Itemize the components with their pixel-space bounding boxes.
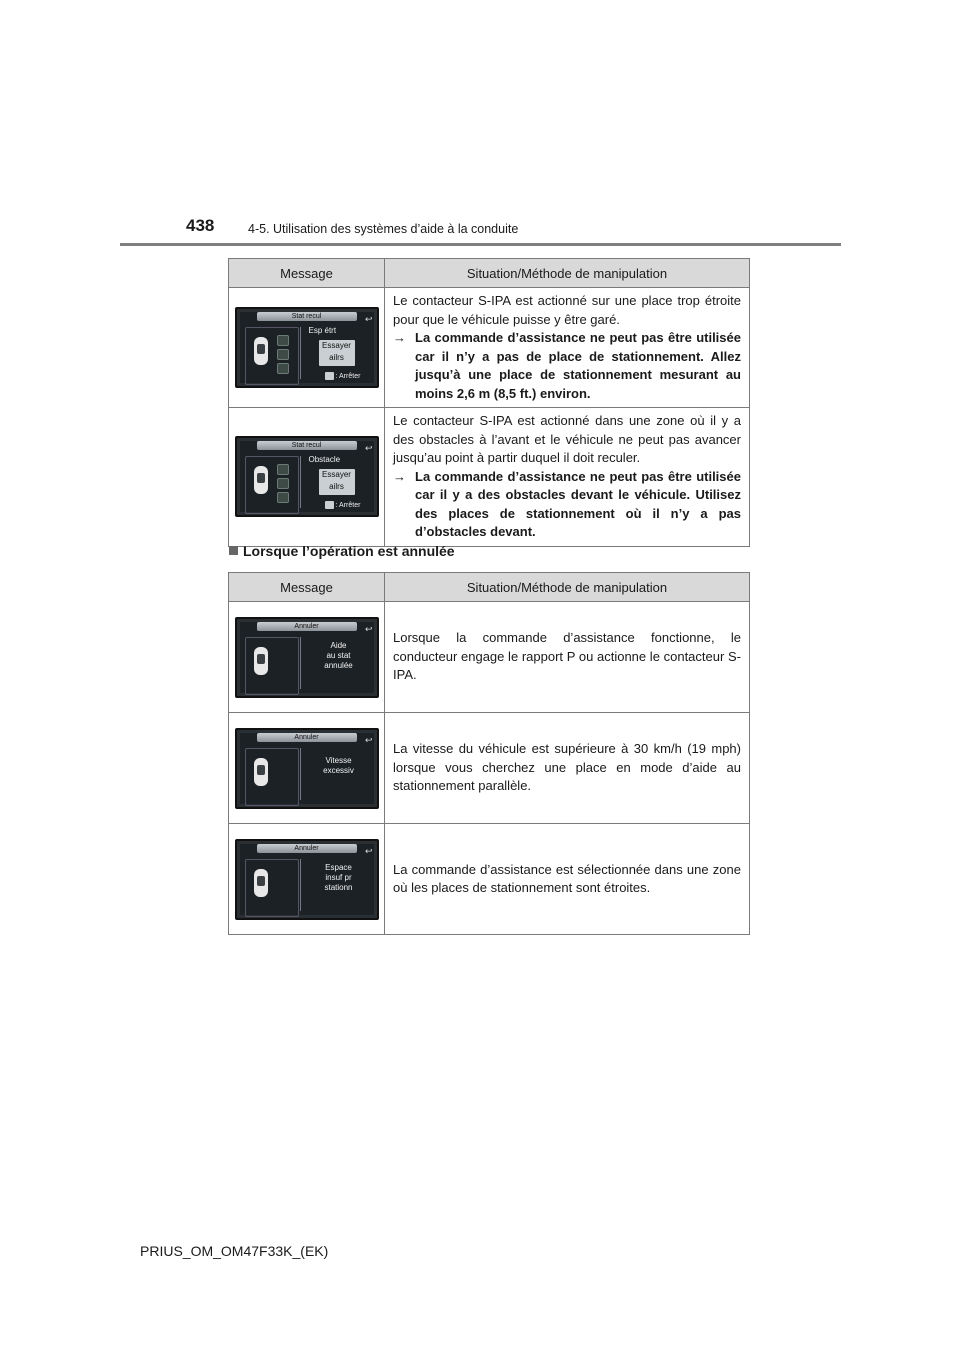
slot-icon: [277, 478, 289, 489]
slot-icon: [277, 492, 289, 503]
back-icon: ↩: [364, 443, 373, 454]
screen-line-3: stationn: [324, 882, 353, 892]
screen-line-1: Vitesse: [325, 755, 352, 765]
slot-icon: [277, 363, 289, 374]
back-icon: ↩: [364, 314, 373, 324]
situation-text: Lorsque la commande d’assistance fonctionne, le conducteur engage le rapport P ou actionne le contacteur S-IPA.: [393, 630, 741, 683]
display-screenshot: [235, 839, 379, 920]
car-icon: [254, 466, 268, 494]
retry-label-2: ailrs: [329, 482, 344, 492]
column-header-situation: Situation/Méthode de manipulation: [385, 573, 750, 602]
car-icon: [254, 869, 268, 897]
screen-message: Esp étrt: [308, 326, 337, 335]
subsection-heading: [229, 543, 455, 559]
message-cell: [229, 713, 385, 824]
car-icon: [254, 647, 268, 675]
back-icon: ↩: [364, 623, 373, 634]
message-cell: [229, 288, 385, 408]
switch-icon: [325, 372, 334, 380]
screen-title: Annuler: [257, 733, 357, 742]
bullet-square-icon: [229, 546, 238, 555]
retry-button-image: [319, 469, 355, 495]
car-icon: [254, 758, 268, 786]
message-table-1: [228, 258, 750, 547]
message-cell: [229, 408, 385, 547]
parking-frame: [245, 637, 299, 695]
display-screenshot: [235, 728, 379, 809]
parking-frame: [245, 327, 299, 385]
screen-message: Obstacle: [308, 455, 341, 465]
situation-cell: [385, 713, 750, 824]
situation-text: La commande d’assistance est sélectionnée dans une zone où les places de stationnement sont étroites.: [393, 861, 741, 895]
section-title: 4-5. Utilisation des systèmes d’aide à la conduite: [248, 222, 519, 236]
parking-frame: [245, 456, 299, 514]
display-screenshot: [235, 617, 379, 698]
arrow-icon: →: [393, 468, 406, 484]
display-screenshot: [235, 307, 379, 388]
screen-divider: [300, 748, 301, 800]
column-header-situation: Situation/Méthode de manipulation: [385, 259, 750, 288]
situation-cell: [385, 408, 750, 547]
table-row: [229, 602, 750, 713]
situation-text: Le contacteur S-IPA est actionné dans une zone où il y a des obstacles à l’avant et le véhicule ne peut pas avancer jusqu’au point à partir duquel il doit reculer.: [393, 413, 741, 465]
car-icon: [254, 337, 268, 365]
display-screenshot: [235, 436, 379, 517]
page-number: 438: [186, 216, 215, 235]
stop-hint: [313, 372, 373, 382]
document-footer: PRIUS_OM_OM47F33K_(EK): [140, 1243, 329, 1259]
message-cell: [229, 824, 385, 935]
situation-cell: [385, 824, 750, 935]
message-table-2: [228, 572, 750, 935]
parking-frame: [245, 748, 299, 806]
slot-icon: [277, 349, 289, 360]
situation-cell: [385, 602, 750, 713]
screen-title: Stat recul: [257, 312, 357, 321]
table-row: [229, 713, 750, 824]
situation-text: Le contacteur S-IPA est actionné sur une place trop étroite pour que le véhicule puisse y être garé.: [393, 293, 741, 327]
switch-icon: [325, 501, 334, 509]
screen-line-2: insuf pr: [325, 872, 352, 882]
screen-line-2: excessiv: [323, 765, 354, 775]
screen-message: [307, 641, 371, 671]
column-header-message: Message: [229, 259, 385, 288]
situation-cell: [385, 288, 750, 408]
stop-hint: [313, 501, 373, 511]
subsection-heading-text: Lorsque l’opération est annulée: [243, 543, 455, 559]
stop-label: : Arrêter: [335, 373, 361, 380]
remedy-text: La commande d’assistance ne peut pas être utilisée car il y a des obstacles devant le véhicule. Utilisez des places de stationnement où il n’y a pas d’obstacles devant.: [415, 468, 741, 539]
screen-divider: [300, 859, 301, 911]
back-icon: ↩: [364, 734, 373, 745]
retry-label-2: ailrs: [329, 353, 344, 362]
screen-line-1: Aide: [330, 640, 347, 650]
header-rule: [120, 243, 841, 246]
slot-icon: [277, 464, 289, 475]
parking-frame: [245, 859, 299, 917]
screen-divider: [300, 456, 301, 508]
situation-text: La vitesse du véhicule est supérieure à 30 km/h (19 mph) lorsque vous cherchez une place en mode d’aide au stationnement parallèle.: [393, 741, 741, 794]
screen-divider: [300, 327, 301, 379]
arrow-icon: →: [393, 330, 406, 345]
message-cell: [229, 602, 385, 713]
screen-title: Stat recul: [257, 441, 357, 450]
table-row: [229, 408, 750, 547]
back-icon: ↩: [364, 845, 373, 856]
screen-title: Annuler: [257, 844, 357, 853]
stop-label: : Arrêter: [335, 502, 361, 510]
column-header-message: Message: [229, 573, 385, 602]
screen-title: Annuler: [257, 622, 357, 631]
retry-label: Essayer: [322, 470, 351, 480]
screen-message: [307, 756, 371, 776]
screen-line-3: annulée: [324, 660, 353, 670]
remedy-text: La commande d’assistance ne peut pas être utilisée car il n’y a pas de place de stationnement. Allez jusqu’à une place de stationnement mesurant au moins 2,6 m (8,5 ft.) environ.: [415, 330, 741, 401]
retry-label: Essayer: [322, 341, 351, 350]
slot-icon: [277, 335, 289, 346]
table-row: [229, 288, 750, 408]
screen-divider: [300, 637, 301, 689]
table-row: [229, 824, 750, 935]
retry-button-image: [319, 340, 355, 366]
screen-line-1: Espace: [325, 862, 352, 872]
screen-message: [307, 863, 371, 893]
screen-line-2: au stat: [326, 650, 351, 660]
